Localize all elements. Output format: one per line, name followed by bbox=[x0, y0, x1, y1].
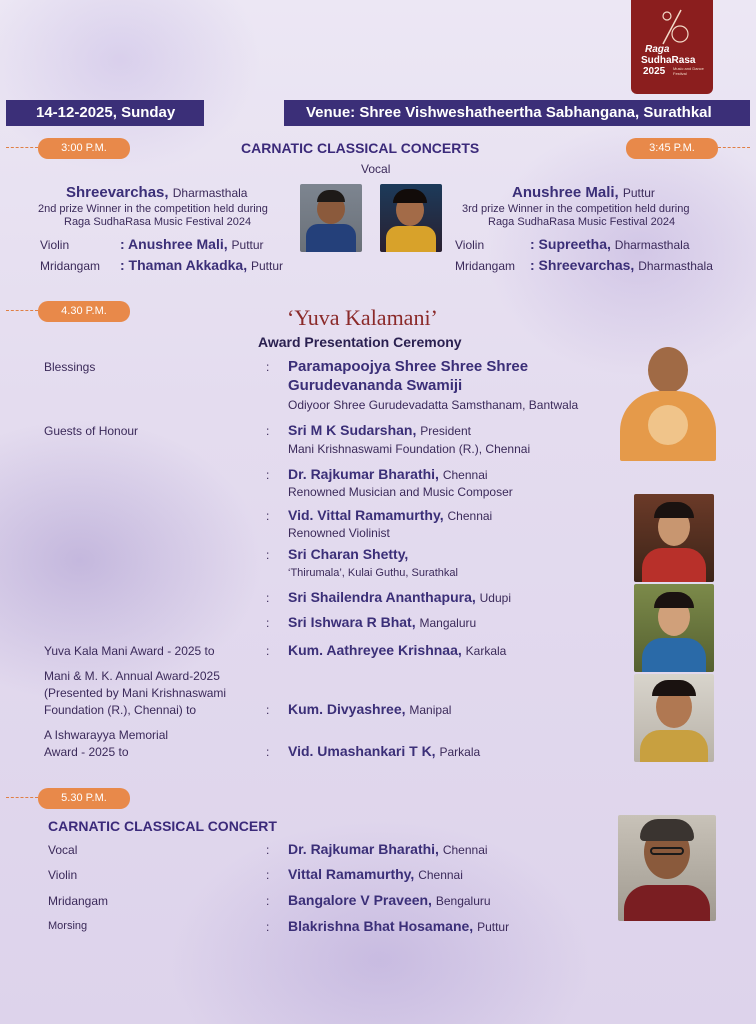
left-mridangam-label: Mridangam bbox=[40, 259, 101, 273]
award2-recipient: Kum. Divyashree, Manipal bbox=[288, 701, 452, 717]
row-artist: Dr. Rajkumar Bharathi, Chennai bbox=[288, 841, 488, 857]
row-label: Violin bbox=[48, 868, 78, 882]
photo-aathreyee bbox=[634, 494, 714, 582]
guest-6: Sri Ishwara R Bhat, Mangaluru bbox=[288, 614, 477, 630]
photo-shreevarchas bbox=[300, 184, 362, 252]
logo-tag: Music and Dance Festival bbox=[673, 66, 704, 76]
logo-line2: SudhaRasa bbox=[641, 55, 696, 66]
right-violin-label: Violin bbox=[455, 238, 485, 252]
colon: : bbox=[266, 894, 270, 908]
guest-3-sub: Renowned Violinist bbox=[288, 526, 390, 540]
colon: : bbox=[266, 644, 270, 658]
time-badge-430: 4.30 P.M. bbox=[38, 301, 130, 322]
session1-subtitle: Vocal bbox=[361, 162, 391, 176]
award3-label2: Award - 2025 to bbox=[44, 745, 129, 759]
colon: : bbox=[266, 468, 270, 482]
divider bbox=[6, 310, 38, 311]
photo-divyashree bbox=[634, 584, 714, 672]
venue-text: Venue: Shree Vishweshatheertha Sabhangana, Surathkal bbox=[306, 104, 712, 121]
award2-label2: (Presented by Mani Krishnaswami bbox=[44, 686, 227, 700]
date-bar bbox=[6, 100, 204, 126]
guest-4: Sri Charan Shetty, bbox=[288, 546, 409, 562]
photo-umashankari bbox=[634, 674, 714, 762]
time-badge-300: 3:00 P.M. bbox=[38, 138, 130, 159]
award-ceremony-subtitle: Award Presentation Ceremony bbox=[258, 334, 462, 350]
session1-title: CARNATIC CLASSICAL CONCERTS bbox=[241, 140, 480, 156]
colon: : bbox=[266, 843, 270, 857]
right-violin: : Supreetha, Dharmasthala bbox=[530, 236, 690, 252]
award3-label1: A Ishwarayya Memorial bbox=[44, 728, 169, 742]
colon: : bbox=[266, 868, 270, 882]
blessings-name1: Paramapoojya Shree Shree Shree bbox=[288, 358, 529, 375]
logo-line1: Raga bbox=[645, 44, 670, 55]
colon: : bbox=[266, 703, 270, 717]
blessings-sub: Odiyoor Shree Gurudevadatta Samsthanam, Bantwala bbox=[288, 398, 579, 412]
colon: : bbox=[266, 920, 270, 934]
row-artist: Vittal Ramamurthy, Chennai bbox=[288, 866, 463, 882]
colon: : bbox=[266, 548, 270, 562]
logo-line3: 2025 bbox=[643, 66, 666, 77]
date-text: 14-12-2025, Sunday bbox=[36, 104, 176, 121]
award1-recipient: Kum. Aathreyee Krishnaa, Karkala bbox=[288, 642, 507, 658]
row-label: Vocal bbox=[48, 843, 78, 857]
right-desc2: Raga SudhaRasa Music Festival 2024 bbox=[488, 216, 676, 228]
colon: : bbox=[266, 424, 270, 438]
row-label: Mridangam bbox=[48, 894, 109, 908]
right-desc1: 3rd prize Winner in the competition held during bbox=[462, 203, 690, 215]
time-badge-345: 3:45 P.M. bbox=[626, 138, 718, 159]
venue-bar bbox=[284, 100, 750, 126]
left-desc2: Raga SudhaRasa Music Festival 2024 bbox=[64, 216, 252, 228]
colon: : bbox=[266, 509, 270, 523]
session3-title: CARNATIC CLASSICAL CONCERT bbox=[48, 818, 277, 834]
veena-icon bbox=[659, 6, 689, 46]
right-vocalist: Anushree Mali, Puttur bbox=[512, 184, 655, 201]
guest-2-sub: Renowned Musician and Music Composer bbox=[288, 485, 513, 499]
award2-label3: Foundation (R.), Chennai) to bbox=[44, 703, 197, 717]
colon: : bbox=[266, 360, 270, 374]
row-label: Morsing bbox=[48, 920, 88, 932]
left-mridangam: : Thaman Akkadka, Puttur bbox=[120, 257, 283, 273]
guest-1-sub: Mani Krishnaswami Foundation (R.), Chennai bbox=[288, 442, 531, 456]
guest-3: Vid. Vittal Ramamurthy, Chennai bbox=[288, 507, 493, 523]
yuva-kalamani-title: ‘Yuva Kalamani’ bbox=[287, 305, 438, 330]
photo-rajkumar-bharathi bbox=[618, 815, 716, 921]
left-vocalist: Shreevarchas, Dharmasthala bbox=[66, 184, 248, 201]
award2-label1: Mani & M. K. Annual Award-2025 bbox=[44, 669, 220, 683]
colon: : bbox=[266, 591, 270, 605]
guest-4-sub: ‘Thirumala’, Kulai Guthu, Surathkal bbox=[288, 567, 458, 579]
award3-recipient: Vid. Umashankari T K, Parkala bbox=[288, 743, 481, 759]
guest-5: Sri Shailendra Ananthapura, Udupi bbox=[288, 589, 511, 605]
row-artist: Blakrishna Bhat Hosamane, Puttur bbox=[288, 918, 510, 934]
left-violin-label: Violin bbox=[40, 238, 70, 252]
right-mridangam: : Shreevarchas, Dharmasthala bbox=[530, 257, 713, 273]
colon: : bbox=[266, 745, 270, 759]
guests-label: Guests of Honour bbox=[44, 424, 139, 438]
left-violin: : Anushree Mali, Puttur bbox=[120, 236, 264, 252]
right-mridangam-label: Mridangam bbox=[455, 259, 516, 273]
colon: : bbox=[266, 616, 270, 630]
row-artist: Bangalore V Praveen, Bengaluru bbox=[288, 892, 491, 908]
time-badge-530: 5.30 P.M. bbox=[38, 788, 130, 809]
photo-anushree bbox=[380, 184, 442, 252]
photo-swamiji bbox=[620, 343, 716, 461]
divider bbox=[6, 797, 38, 798]
guest-2: Dr. Rajkumar Bharathi, Chennai bbox=[288, 466, 488, 482]
left-desc1: 2nd prize Winner in the competition held during bbox=[38, 203, 268, 215]
divider bbox=[6, 147, 38, 148]
award1-label: Yuva Kala Mani Award - 2025 to bbox=[44, 644, 215, 658]
divider bbox=[718, 147, 750, 148]
festival-logo bbox=[631, 0, 713, 94]
blessings-label: Blessings bbox=[44, 360, 96, 374]
blessings-name2: Gurudevananda Swamiji bbox=[288, 377, 463, 394]
guest-1: Sri M K Sudarshan, President bbox=[288, 422, 471, 438]
